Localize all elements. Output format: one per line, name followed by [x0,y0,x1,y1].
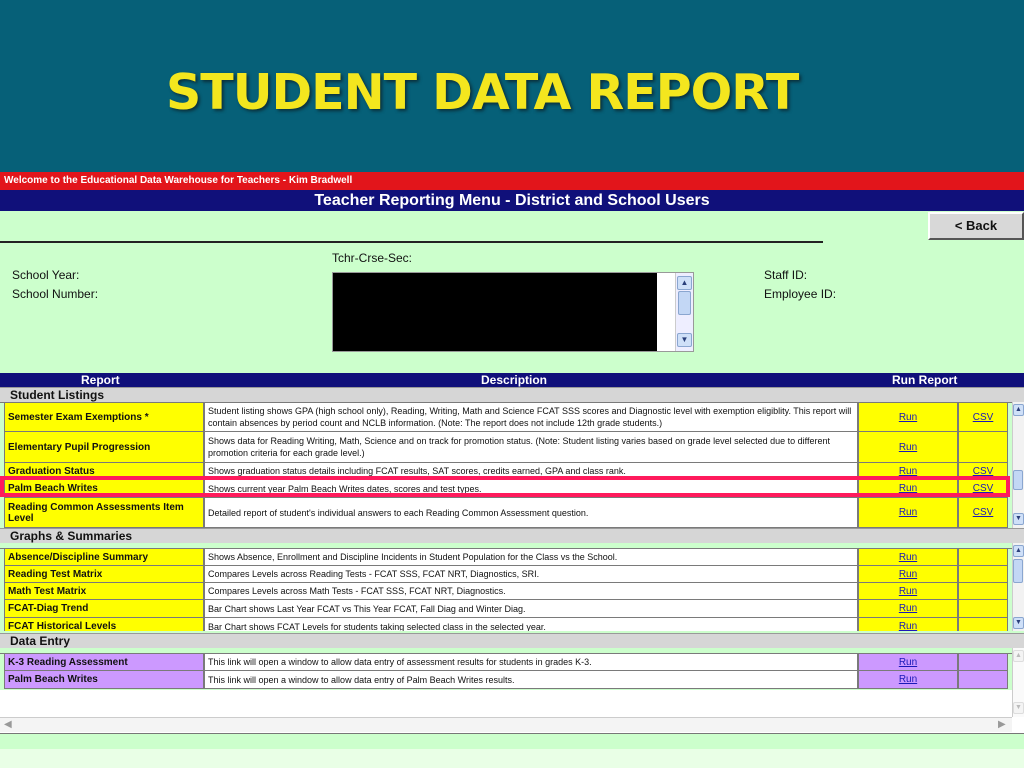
report-name: Semester Exam Exemptions * [4,403,204,432]
menu-title: Teacher Reporting Menu - District and School Users [0,190,1024,211]
csv-cell-empty [958,566,1008,583]
report-name: Elementary Pupil Progression [4,432,204,463]
graphs-summaries-rows [0,543,1012,631]
scroll-thumb[interactable] [1013,559,1023,583]
scroll-up-icon[interactable]: ▲ [677,276,692,290]
back-button[interactable]: < Back [928,212,1024,240]
csv-link[interactable]: CSV [972,465,994,477]
table-row [0,402,1012,432]
scroll-thumb[interactable] [1013,470,1023,490]
horizontal-scrollbar[interactable] [0,717,1012,732]
divider [0,241,823,243]
report-description: Shows graduation status details including FCAT results, SAT scores, credits earned, GPA and class rank. [204,463,858,480]
scroll-up-icon[interactable]: ▲ [1013,545,1024,557]
report-description: This link will open a window to allow data entry of Palm Beach Writes results. [204,671,858,689]
run-link[interactable]: Run [898,551,918,563]
csv-link[interactable]: CSV [972,483,994,494]
report-description: Shows Absence, Enrollment and Discipline Incidents in Student Population for the Class vs the School. [204,549,858,566]
report-description: Compares Levels across Math Tests - FCAT SSS, FCAT NRT, Diagnostics. [204,583,858,600]
report-name: FCAT Historical Levels [4,618,204,631]
run-link[interactable]: Run [898,674,918,685]
table-row [0,432,1012,463]
report-description: Bar Chart shows Last Year FCAT vs This Year FCAT, Fall Diag and Winter Diag. [204,600,858,618]
run-link[interactable]: Run [898,441,918,453]
csv-cell-empty [958,549,1008,566]
csv-cell-empty [958,600,1008,618]
data-entry-scrollbar[interactable] [1012,648,1024,717]
report-table-header [0,373,1024,387]
footer-strip [0,749,1024,768]
slide-title: STUDENT DATA REPORT [166,64,799,121]
report-name: Graduation Status [4,463,204,480]
highlight-annotation [0,476,1010,497]
table-row [0,600,1012,618]
report-description: This link will open a window to allow data entry of assessment results for students in grades K-3. [204,654,858,671]
csv-cell-empty [958,654,1008,671]
run-link[interactable]: Run [898,585,918,597]
data-entry-rows [0,648,1012,690]
scroll-down-icon[interactable]: ▼ [1013,513,1024,525]
redacted-content [333,273,657,351]
run-link[interactable]: Run [898,656,918,668]
col-run-report: Run Report [892,373,958,387]
csv-link[interactable]: CSV [972,411,994,423]
report-description: Compares Levels across Reading Tests - FCAT SSS, FCAT NRT, Diagnostics, SRI. [204,566,858,583]
scroll-up-icon[interactable]: ▲ [1013,404,1024,416]
school-number-label: School Number: [12,287,99,301]
csv-cell-empty [958,618,1008,631]
csv-link[interactable]: CSV [972,507,994,518]
table-row [0,498,1012,528]
run-link[interactable]: Run [898,603,918,614]
employee-id-label: Employee ID: [764,287,837,301]
run-link[interactable]: Run [898,483,918,494]
scroll-down-icon[interactable]: ▼ [677,333,692,347]
col-report: Report [81,373,120,387]
table-row [0,653,1012,671]
report-description: Shows data for Reading Writing, Math, Science and on track for promotion status. (Note: Student listing varies based on grade level selected due to different promotion criteria for each grade level.) [204,432,858,463]
scroll-right-icon[interactable]: ▶ [998,719,1006,730]
run-link[interactable]: Run [898,621,918,631]
section-student-listings: Student Listings [0,387,1024,402]
report-name: K-3 Reading Assessment [4,654,204,671]
section-data-entry: Data Entry [0,633,1024,648]
run-link[interactable]: Run [898,507,918,518]
tchr-crse-sec-listbox[interactable] [332,272,694,352]
scroll-up-icon[interactable]: ▲ [1013,650,1024,662]
report-name: Palm Beach Writes [4,671,204,689]
report-name: Reading Test Matrix [4,566,204,583]
scroll-down-icon[interactable]: ▼ [1013,702,1024,714]
table-row [0,671,1012,689]
report-name: Absence/Discipline Summary [4,549,204,566]
table-row [0,583,1012,600]
staff-id-label: Staff ID: [764,268,808,282]
run-link[interactable]: Run [898,411,918,423]
report-name: Reading Common Assessments Item Level [4,498,204,528]
scroll-left-icon[interactable]: ◀ [4,719,12,730]
report-name: FCAT-Diag Trend [4,600,204,618]
listbox-scrollbar[interactable] [675,273,693,351]
student-listings-scrollbar[interactable] [1012,402,1024,528]
school-year-label: School Year: [12,268,80,282]
col-description: Description [481,373,548,387]
scroll-down-icon[interactable]: ▼ [1013,617,1024,629]
welcome-bar: Welcome to the Educational Data Warehouse for Teachers - Kim Bradwell [0,172,1024,190]
graphs-summaries-scrollbar[interactable] [1012,543,1024,631]
student-listings-rows [0,402,1012,528]
run-link[interactable]: Run [898,568,918,580]
report-description: Student listing shows GPA (high school only), Reading, Writing, Math and Science FCAT SSS scores and Diagnostic level with exemption eligiblity. This report will contain absences by period count and NCLB information. (Note: The report does not include 12th grade students.) [204,403,858,432]
csv-cell-empty [958,583,1008,600]
run-link[interactable]: Run [898,465,918,477]
table-row [0,618,1012,631]
section-graphs-summaries: Graphs & Summaries [0,528,1024,543]
report-description: Shows current year Palm Beach Writes dates, scores and test types. [204,480,858,498]
report-name: Palm Beach Writes [4,480,204,498]
report-name: Math Test Matrix [4,583,204,600]
report-description: Detailed report of student's individual answers to each Reading Common Assessment question. [204,498,858,528]
table-row [0,566,1012,583]
report-description: Bar Chart shows FCAT Levels for students taking selected class in the selected year. [204,618,858,631]
csv-cell-empty [958,671,1008,689]
scroll-thumb[interactable] [678,291,691,315]
table-row [0,548,1012,566]
divider [0,733,1024,734]
tchr-crse-sec-label: Tchr-Crse-Sec: [332,251,413,265]
